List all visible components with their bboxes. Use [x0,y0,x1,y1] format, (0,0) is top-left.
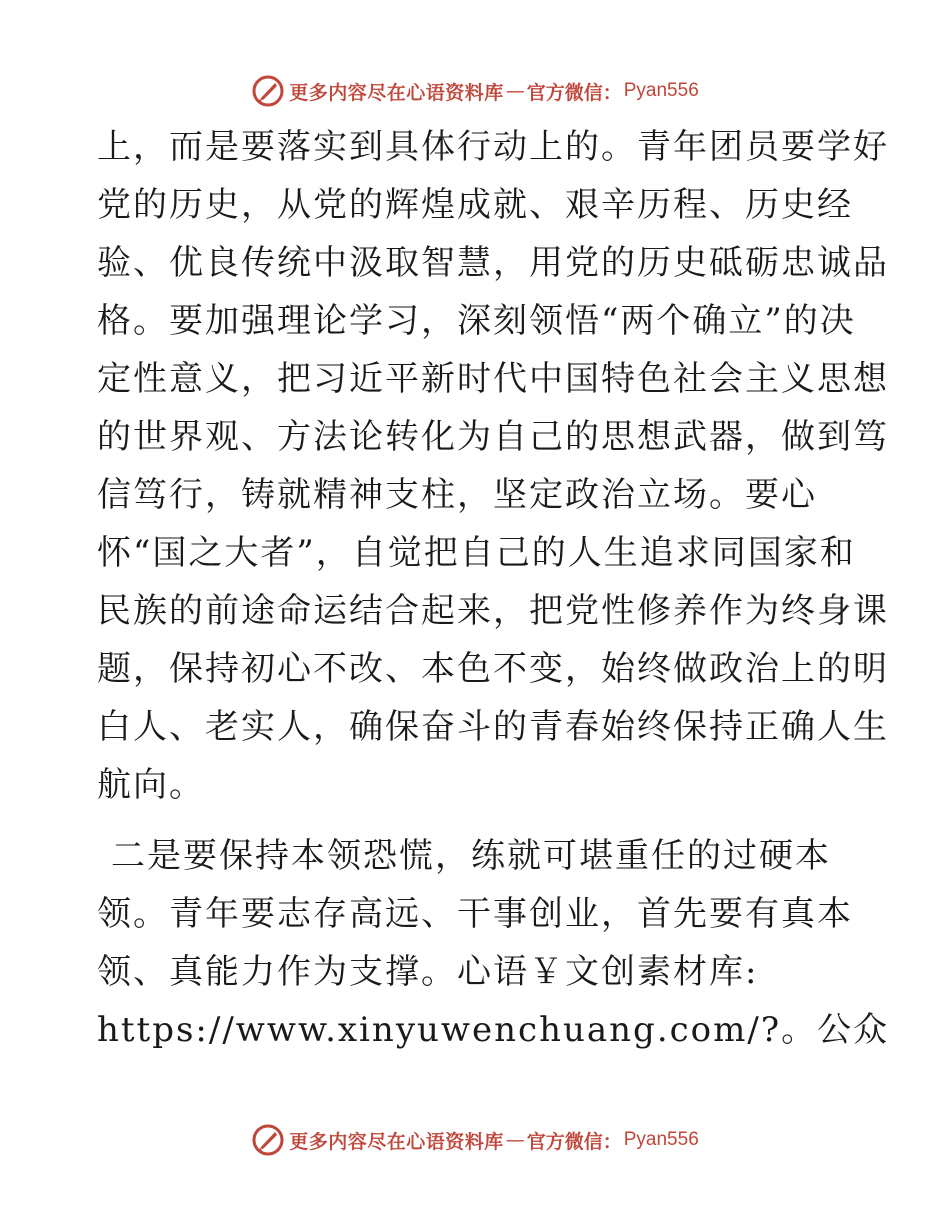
watermark-separator: — [505,80,525,102]
quill-logo-icon [251,1123,285,1157]
text-line: 上，而是要落实到具体行动上的。青年团员要学好 [97,127,889,167]
text-line: 怀“国之大者”，自觉把自己的人生追求同国家和 [97,533,856,573]
text-line: 题，保持初心不改、本色不变，始终做政治上的明 [97,649,889,689]
text-line: 党的历史，从党的辉煌成就、艰辛历程、历史经 [97,185,853,225]
text-line: 领、真能力作为支撑。心语￥文创素材库: [97,952,759,992]
text-line: 信笃行，铸就精神支柱，坚定政治立场。要心 [97,475,817,515]
quill-logo-icon [251,74,285,108]
watermark-wechat-id: Pyan556 [623,80,699,101]
text-line: 格。要加强理论学习，深刻领悟“两个确立”的决 [97,301,856,341]
text-line: 白人、老实人，确保奋斗的青春始终保持正确人生 [97,707,889,747]
text-line: 民族的前途命运结合起来，把党性修养作为终身课 [97,591,889,631]
watermark-wechat-label: 官方微信： [526,1130,622,1153]
paragraph-1 [97,118,889,814]
text-line: 领。青年要志存高远、干事创业，首先要有真本 [97,894,853,934]
text-line: 二是要保持本领恐慌，练就可堪重任的过硬本 [111,836,831,876]
text-line: 验、优良传统中汲取智慧，用党的历史砥砺忠诚品 [97,243,889,283]
watermark-brand-text: 更多内容尽在心语资料库 [289,1130,504,1153]
text-line: 的世界观、方法论转化为自己的思想武器，做到笃 [97,417,889,457]
watermark-wechat-id: Pyan556 [623,1129,699,1150]
text-line: 航向。 [97,765,205,805]
text-line: 定性意义，把习近平新时代中国特色社会主义思想 [97,359,889,399]
header-watermark [0,71,950,111]
footer-watermark [0,1120,950,1160]
url-text-line: https://www.xinyuwenchuang.com/?。公众 [97,1010,890,1050]
document-body [97,118,890,1059]
watermark-separator: — [505,1129,525,1151]
paragraph-2 [97,827,890,1059]
watermark-brand-text: 更多内容尽在心语资料库 [289,81,504,104]
watermark-wechat-label: 官方微信： [526,81,622,104]
